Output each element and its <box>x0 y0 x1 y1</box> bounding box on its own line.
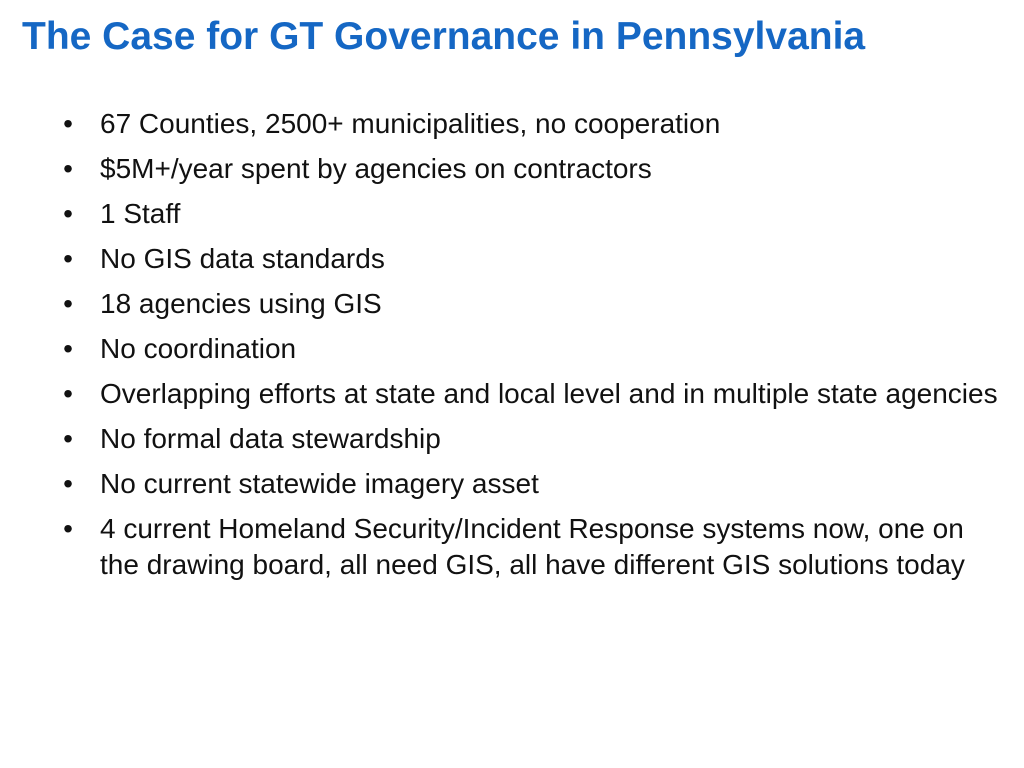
bullet-text: No current statewide imagery asset <box>100 468 539 499</box>
bullet-item <box>58 151 998 187</box>
slide-title: The Case for GT Governance in Pennsylvania <box>22 15 866 58</box>
bullet-dot: • <box>63 468 73 499</box>
bullet-dot: • <box>63 513 73 544</box>
bullet-item <box>58 511 998 583</box>
bullet-text: No coordination <box>100 333 297 364</box>
bullet-dot: • <box>63 108 73 139</box>
bullet-text: 67 Counties, 2500+ municipalities, no cooperation <box>100 108 721 139</box>
bullet-text: $5M+/year spent by agencies on contractors <box>100 153 652 184</box>
bullet-item <box>58 241 998 277</box>
bullet-dot: • <box>63 153 73 184</box>
bullet-dot: • <box>63 243 73 274</box>
bullet-dot: • <box>63 378 73 409</box>
bullet-dot: • <box>63 288 73 319</box>
bullet-item <box>58 376 998 412</box>
bullet-dot: • <box>63 198 73 229</box>
bullet-item <box>58 196 998 232</box>
bullet-item <box>58 421 998 457</box>
bullet-item <box>58 286 998 322</box>
bullet-text: No GIS data standards <box>100 243 385 274</box>
bullet-dot: • <box>63 423 73 454</box>
bullet-text: No formal data stewardship <box>100 423 441 454</box>
bullet-dot: • <box>63 333 73 364</box>
bullet-text: 18 agencies using GIS <box>100 288 382 319</box>
bullet-text: Overlapping efforts at state and local level and in multiple state agencies <box>100 378 998 409</box>
bullet-item <box>58 331 998 367</box>
bullet-text: 1 Staff <box>100 198 181 229</box>
bullet-item <box>58 466 998 502</box>
bullet-item <box>58 106 998 142</box>
bullet-list <box>58 106 998 592</box>
bullet-text: 4 current Homeland Security/Incident Response systems now, one on the drawing board, all need GIS, all have different GIS solutions today <box>100 513 965 580</box>
